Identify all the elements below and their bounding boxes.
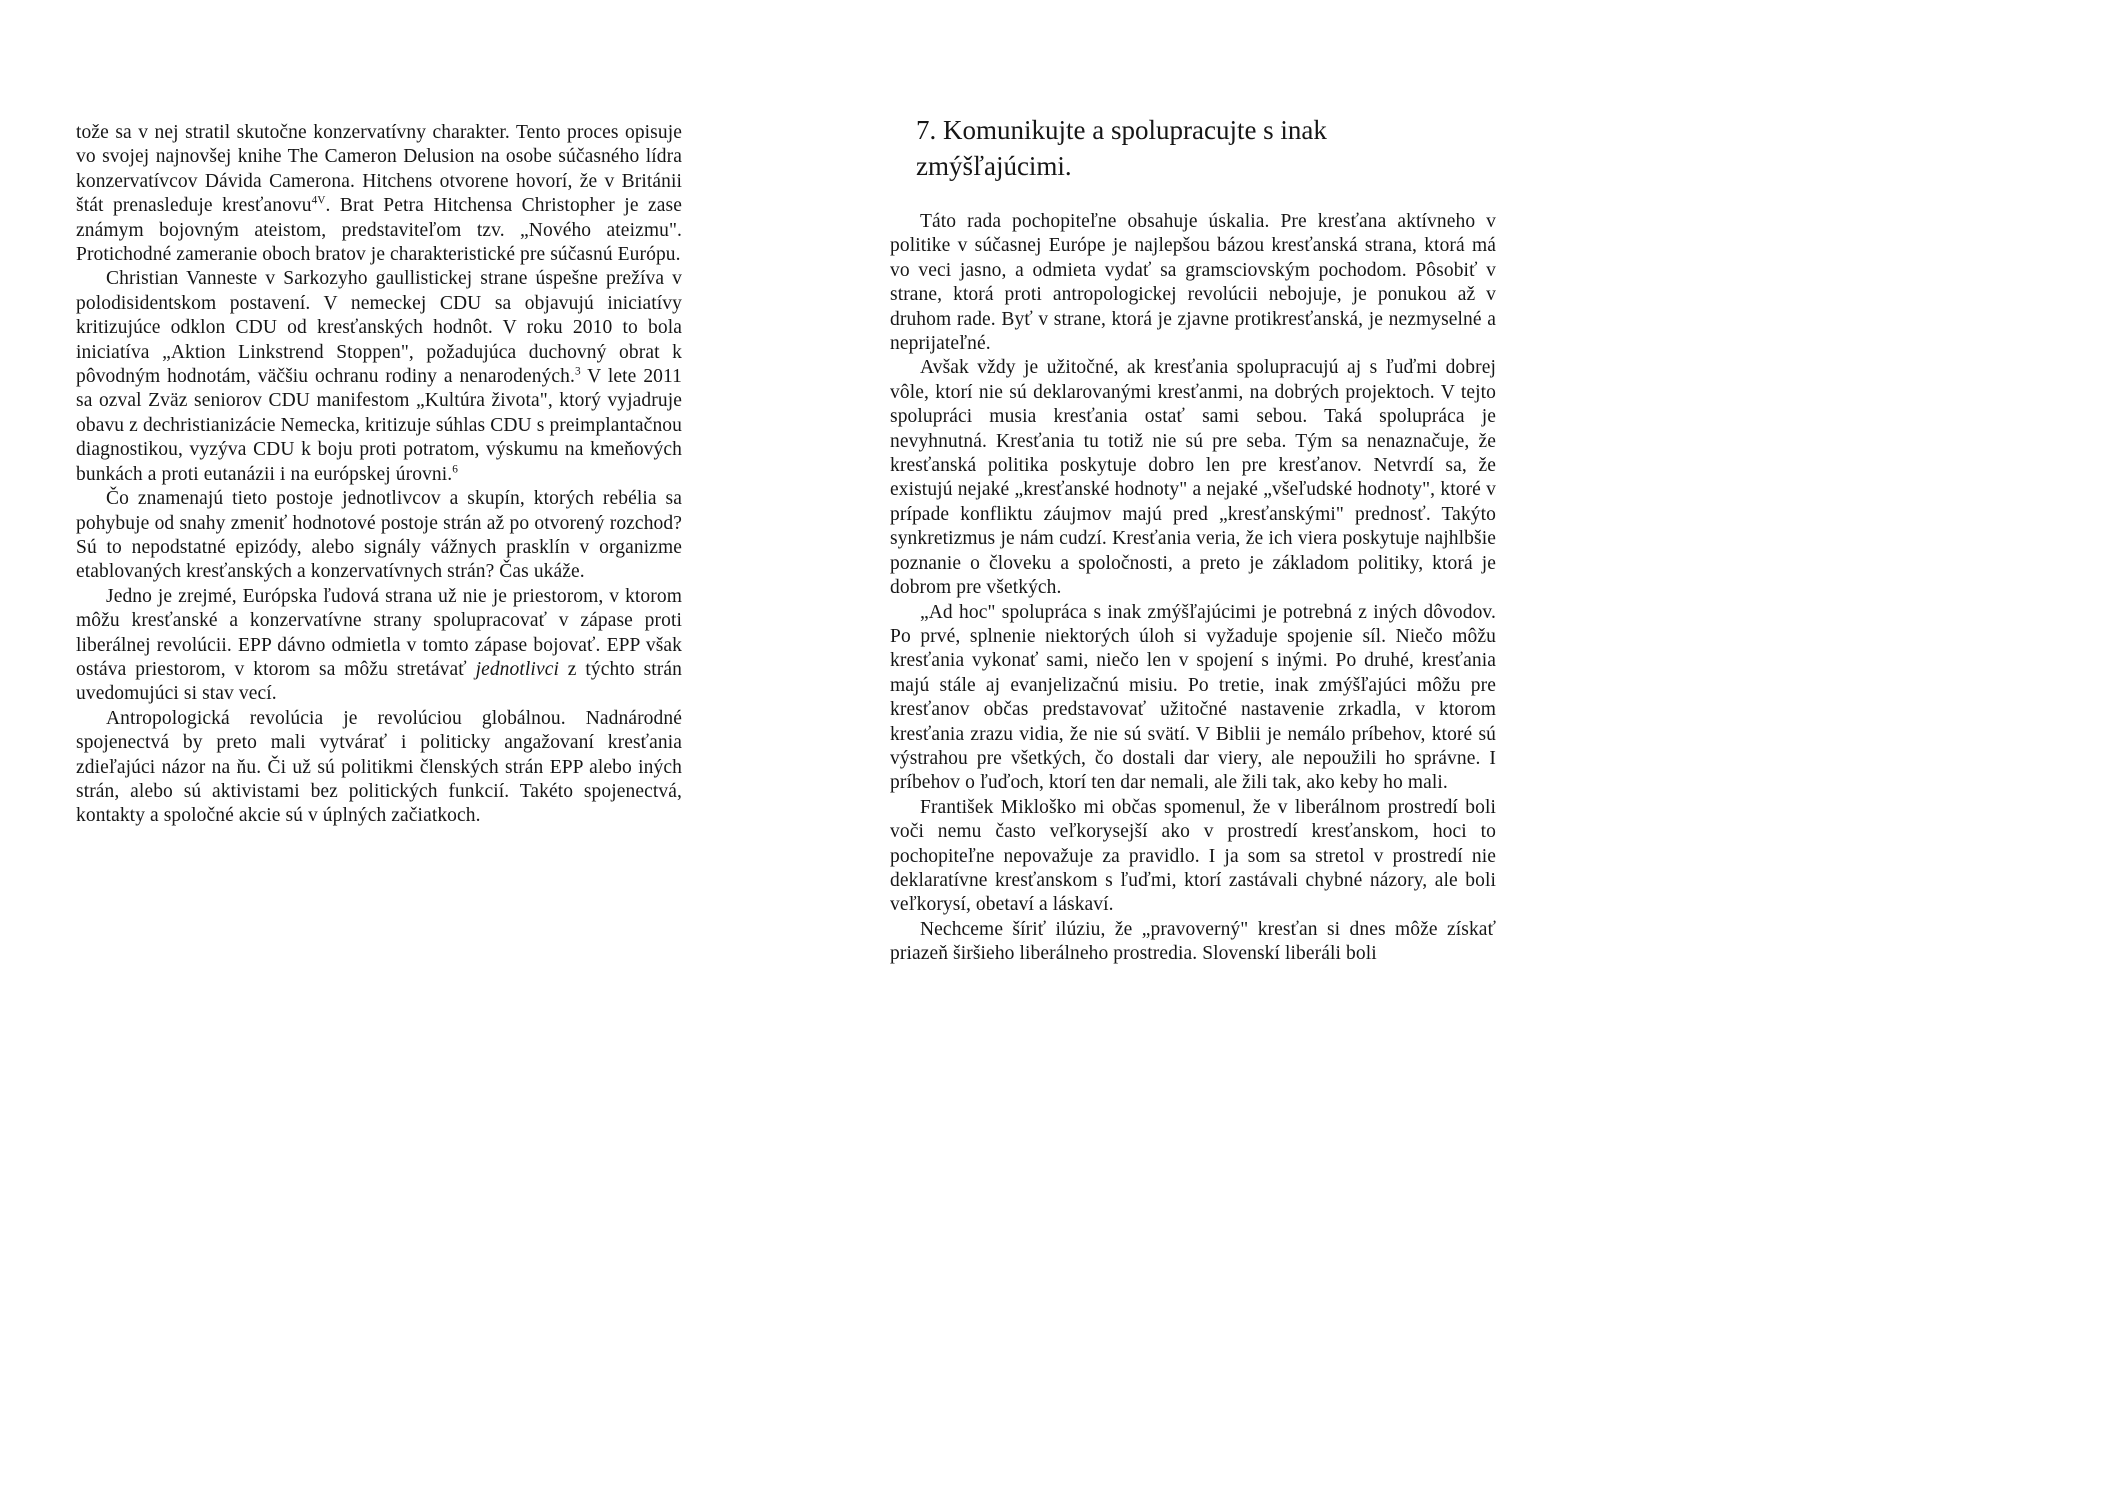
right-page (890, 112, 1496, 967)
paragraph: „Ad hoc" spolupráca s inak zmýšľajúcimi je potrebná z iných dôvodov. Po prvé, splnenie niektorých úloh si vyžaduje spojenie síl. Niečo môžu kresťania vykonať sami, niečo len v spojení s inými. Po druhé, kresťania majú stále aj evanjelizačnú misiu. Po tretie, inak zmýšľajúci môžu pre kresťanov občas predstavovať užitočné nastavenie zrkadla, v ktorom kresťania zrazu vidia, že nie sú svätí. V Biblii je nemálo príbehov, ktoré sú výstrahou pre všetkých, čo dostali dar viery, ale nepoužili ho správne. I príbehov o ľuďoch, ktorí ten dar nemali, ale žili tak, ako keby ho mali. (890, 601, 1496, 794)
left-page-text (76, 121, 682, 829)
right-page-text (890, 210, 1496, 967)
paragraph: Táto rada pochopiteľne obsahuje úskalia. Pre kresťana aktívneho v politike v súčasnej Európe je najlepšou bázou kresťanská strana, ktorá má vo veci jasno, a odmieta vydať sa gramsciovským pochodom. Pôsobiť v strane, ktorá proti antropologickej revolúcii nebojuje, je ponukou až v druhom rade. Byť v strane, ktorá je zjavne protikresťanská, je nezmyselné a neprijateľné. (890, 211, 1496, 355)
left-page (76, 121, 682, 829)
paragraph: Nechceme šíriť ilúziu, že „pravoverný" kresťan si dnes môže získať priazeň širšieho liberálneho prostredia. Slovenskí liberáli boli (890, 918, 1496, 965)
paragraph: Čo znamenajú tieto postoje jednotlivcov a skupín, ktorých rebélia sa pohybuje od snahy zmeniť hodnotové postoje strán až po otvorený rozchod? Sú to nepodstatné epizódy, alebo signály vážnych prasklín v organizme etablovaných kresťanských a konzervatívnych strán? Čas ukáže. (76, 488, 682, 583)
paragraph: Antropologická revolúcia je revolúciou globálnou. Nadnárodné spojenectvá by preto mali vytvárať i politicky angažovaní kresťania zdieľajúci názor na ňu. Či už sú politikmi členských strán EPP alebo iných strán, alebo sú aktivistami bez politických funkcií. Takéto spojenectvá, kontakty a spoločné akcie sú v úplných začiatkoch. (76, 707, 682, 827)
paragraph: František Mikloško mi občas spomenul, že v liberálnom prostredí boli voči nemu často veľkorysejší ako v prostredí kresťanskom, hoci to pochopiteľne nepovažuje za pravidlo. I ja som sa stretol v prostredí nie deklaratívne kresťanskom s ľuďmi, ktorí zastávali chybné názory, ale boli veľkorysí, obetaví a láskaví. (890, 796, 1496, 916)
paragraph: Avšak vždy je užitočné, ak kresťania spolupracujú aj s ľuďmi dobrej vôle, ktorí nie sú deklarovanými kresťanmi, na dobrých projektoch. V tejto spolupráci musia kresťania ostať sami sebou. Taká spolupráca je nevyhnutná. Kresťania tu totiž nie sú pre seba. Tým sa nenaznačuje, že kresťanská politika poskytuje dobro len pre kresťanov. Netvrdí sa, že existujú nejaké „kresťanské hodnoty" a nejaké „všeľudské hodnoty", ktoré v prípade konfliktu záujmov majú pred „kresťanskými" prednosť. Takýto synkretizmus je nám cudzí. Kresťania veria, že ich viera poskytuje najhlbšie poznanie o človeku a spoločnosti, a preto je základom politiky, ktorá je dobrom pre všetkých. (890, 357, 1496, 599)
paragraph: tože sa v nej stratil skutočne konzervatívny charakter. Tento proces opisuje vo svojej najnovšej knihe The Cameron Delusion na osobe súčasného lídra konzervatívcov Dávida Camerona. Hitchens otvorene hovorí, že v Británii štát prenasleduje kresťanovu$^{4V}$. Brat Petra Hitchensa Christopher je zase známym bojovným ateistom, predstaviteľom tzv. „Nového ateizmu". Protichodné zameranie oboch bratov je charakteristické pre súčasnú Európu. (76, 122, 683, 266)
paragraph: Christian Vanneste v Sarkozyho gaullistickej strane úspešne prežíva v polodisidentskom postavení. V nemeckej CDU sa objavujú iniciatívy kritizujúce odklon CDU od kresťanských hodnôt. V roku 2010 to bola iniciatíva „Aktion Linkstrend Stoppen", požadujúca duchovný obrat k pôvodným hodnotám, väčšiu ochranu rodiny a nenarodených.$^3$ V lete 2011 sa ozval Zväz seniorov CDU manifestom „Kultúra života", ktorý vyjadruje obavu z dechristianizácie Nemecka, kritizuje súhlas CDU s preimplantačnou diagnostikou, vyzýva CDU k boju proti potratom, výskumu na kmeňových bunkách a proti eutanázii i na európskej úrovni.$^6$ (76, 268, 682, 485)
chapter-heading: 7. Komunikujte a spolupracujte s inak zmýšľajúcimi. (916, 115, 1327, 181)
paragraph: Jedno je zrejmé, Európska ľudová strana už nie je priestorom, v ktorom môžu kresťanské a konzervatívne strany spolupracovať v zápase proti liberálnej revolúcii. EPP dávno odmietla v tomto zápase bojovať. EPP však ostáva priestorom, v ktorom sa môžu stretávať jednotlivci z týchto strán uvedomujúci si stav vecí. (76, 585, 682, 705)
